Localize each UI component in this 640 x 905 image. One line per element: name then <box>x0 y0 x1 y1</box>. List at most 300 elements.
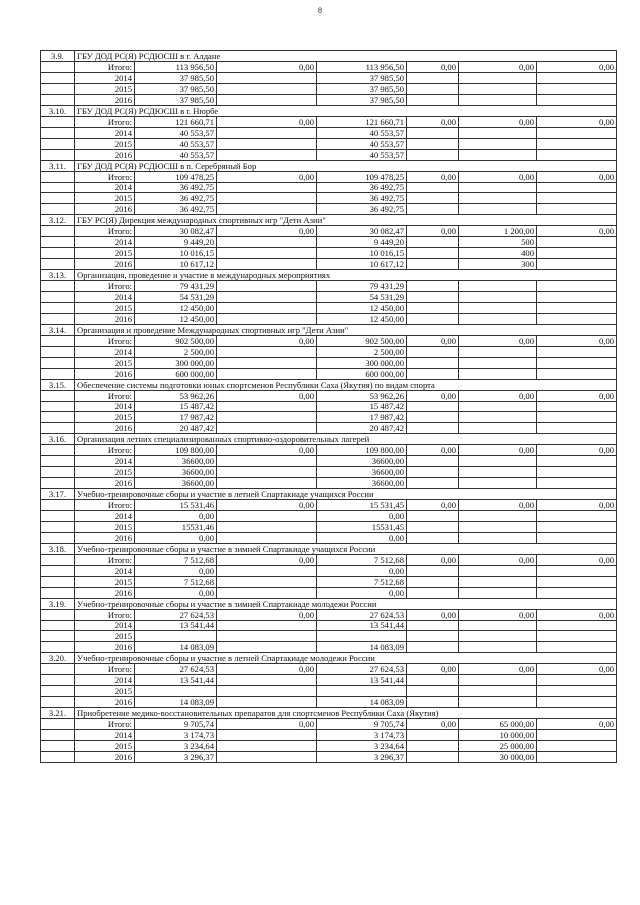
table-row <box>41 554 617 565</box>
amount-cell: 40 553,57 <box>317 138 407 149</box>
amount-cell: 0,00 <box>537 664 617 675</box>
table-row <box>41 456 617 467</box>
row-spacer-cell <box>41 412 75 423</box>
period-cell: 2015 <box>75 248 135 259</box>
amount-cell <box>407 642 459 653</box>
table-row <box>41 500 617 511</box>
table-row <box>41 521 617 532</box>
amount-cell <box>407 368 459 379</box>
amount-cell <box>537 587 617 598</box>
period-cell: 2014 <box>75 620 135 631</box>
row-spacer-cell <box>41 313 75 324</box>
amount-cell <box>459 138 537 149</box>
table-row <box>41 193 617 204</box>
amount-cell: 0,00 <box>217 554 317 565</box>
table-row <box>41 368 617 379</box>
table-row <box>41 467 617 478</box>
amount-cell: 0,00 <box>135 511 217 522</box>
amount-cell: 36 492,75 <box>317 204 407 215</box>
period-cell: Итого: <box>75 664 135 675</box>
row-spacer-cell <box>41 456 75 467</box>
period-cell: Итого: <box>75 719 135 730</box>
section-title-row <box>41 160 617 171</box>
amount-cell <box>407 740 459 751</box>
amount-cell <box>407 346 459 357</box>
amount-cell: 113 956,50 <box>317 62 407 73</box>
amount-cell: 3 234,64 <box>317 740 407 751</box>
amount-cell: 0,00 <box>407 116 459 127</box>
amount-cell: 902 500,00 <box>135 335 217 346</box>
amount-cell: 0,00 <box>459 335 537 346</box>
amount-cell <box>407 532 459 543</box>
period-cell: 2016 <box>75 259 135 270</box>
amount-cell <box>217 281 317 292</box>
table-row <box>41 127 617 138</box>
amount-cell <box>217 730 317 741</box>
table-row <box>41 94 617 105</box>
section-number: 3.12. <box>41 215 75 226</box>
amount-cell: 36600,00 <box>135 467 217 478</box>
amount-cell: 0,00 <box>459 500 537 511</box>
amount-cell: 17 987,42 <box>135 412 217 423</box>
table-row <box>41 237 617 248</box>
amount-cell <box>407 697 459 708</box>
amount-cell: 9 705,74 <box>317 719 407 730</box>
period-cell: Итого: <box>75 116 135 127</box>
table-row <box>41 138 617 149</box>
amount-cell <box>459 281 537 292</box>
row-spacer-cell <box>41 664 75 675</box>
amount-cell <box>217 138 317 149</box>
amount-cell: 36 492,75 <box>317 193 407 204</box>
table-row <box>41 675 617 686</box>
period-cell: 2016 <box>75 532 135 543</box>
table-row <box>41 609 617 620</box>
period-cell: 2015 <box>75 631 135 642</box>
amount-cell: 15 531,45 <box>317 500 407 511</box>
amount-cell: 79 431,29 <box>135 281 217 292</box>
amount-cell <box>537 511 617 522</box>
amount-cell <box>537 620 617 631</box>
amount-cell <box>407 751 459 762</box>
amount-cell <box>407 467 459 478</box>
amount-cell: 0,00 <box>537 445 617 456</box>
section-number: 3.17. <box>41 489 75 500</box>
amount-cell: 37 985,50 <box>135 83 217 94</box>
period-cell: Итого: <box>75 62 135 73</box>
amount-cell: 0,00 <box>217 664 317 675</box>
amount-cell <box>537 467 617 478</box>
amount-cell <box>407 73 459 84</box>
period-cell: 2015 <box>75 686 135 697</box>
amount-cell: 40 553,57 <box>317 127 407 138</box>
amount-cell <box>407 292 459 303</box>
amount-cell <box>217 511 317 522</box>
amount-cell: 2 500,00 <box>317 346 407 357</box>
amount-cell <box>537 313 617 324</box>
amount-cell: 12 450,00 <box>135 313 217 324</box>
section-title-row <box>41 598 617 609</box>
amount-cell: 10 617,12 <box>135 259 217 270</box>
amount-cell: 9 449,20 <box>317 237 407 248</box>
amount-cell: 0,00 <box>217 62 317 73</box>
section-number: 3.15. <box>41 379 75 390</box>
amount-cell <box>537 149 617 160</box>
amount-cell <box>537 83 617 94</box>
amount-cell: 7 512,68 <box>135 554 217 565</box>
amount-cell <box>459 511 537 522</box>
amount-cell <box>537 697 617 708</box>
amount-cell: 0,00 <box>217 719 317 730</box>
amount-cell <box>459 149 537 160</box>
section-title: ГБУ ДОД РС(Я) РСДЮСШ в г. Алдане <box>75 51 617 62</box>
amount-cell: 13 541,44 <box>317 675 407 686</box>
amount-cell: 0,00 <box>407 226 459 237</box>
amount-cell: 109 478,25 <box>317 171 407 182</box>
amount-cell <box>537 478 617 489</box>
row-spacer-cell <box>41 521 75 532</box>
amount-cell <box>537 565 617 576</box>
amount-cell: 600 000,00 <box>317 368 407 379</box>
amount-cell: 14 083,09 <box>135 697 217 708</box>
amount-cell: 30 082,47 <box>317 226 407 237</box>
amount-cell: 0,00 <box>407 554 459 565</box>
amount-cell: 0,00 <box>135 565 217 576</box>
row-spacer-cell <box>41 127 75 138</box>
amount-cell: 30 000,00 <box>459 751 537 762</box>
section-number: 3.21. <box>41 708 75 719</box>
amount-cell <box>459 620 537 631</box>
amount-cell <box>217 73 317 84</box>
period-cell: 2015 <box>75 467 135 478</box>
amount-cell <box>537 751 617 762</box>
amount-cell <box>537 412 617 423</box>
amount-cell <box>407 675 459 686</box>
section-title: Организация и проведение Международных спортивных игр "Дети Азии" <box>75 324 617 335</box>
table-row <box>41 445 617 456</box>
section-title-row <box>41 653 617 664</box>
amount-cell <box>459 346 537 357</box>
row-spacer-cell <box>41 248 75 259</box>
period-cell: 2016 <box>75 751 135 762</box>
amount-cell <box>537 686 617 697</box>
row-spacer-cell <box>41 292 75 303</box>
period-cell: 2014 <box>75 73 135 84</box>
amount-cell: 15 531,46 <box>135 500 217 511</box>
amount-cell <box>407 401 459 412</box>
amount-cell <box>217 182 317 193</box>
amount-cell <box>459 368 537 379</box>
table-row <box>41 532 617 543</box>
period-cell: 2014 <box>75 292 135 303</box>
row-spacer-cell <box>41 565 75 576</box>
amount-cell <box>459 127 537 138</box>
amount-cell: 0,00 <box>407 609 459 620</box>
period-cell: Итого: <box>75 226 135 237</box>
amount-cell <box>407 94 459 105</box>
amount-cell: 36 492,75 <box>135 204 217 215</box>
period-cell: 2014 <box>75 511 135 522</box>
amount-cell: 0,00 <box>317 532 407 543</box>
table-row <box>41 149 617 160</box>
table-row <box>41 226 617 237</box>
amount-cell: 54 531,29 <box>317 292 407 303</box>
amount-cell <box>537 357 617 368</box>
amount-cell: 300 000,00 <box>135 357 217 368</box>
amount-cell: 15531,45 <box>317 521 407 532</box>
row-spacer-cell <box>41 226 75 237</box>
table-row <box>41 346 617 357</box>
amount-cell: 3 174,73 <box>317 730 407 741</box>
section-title: Учебно-тренировочные сборы и участие в зимней Спартакиаде молодежи России <box>75 598 617 609</box>
amount-cell <box>459 478 537 489</box>
amount-cell <box>407 423 459 434</box>
amount-cell: 79 431,29 <box>317 281 407 292</box>
amount-cell <box>217 631 317 642</box>
table-row <box>41 511 617 522</box>
amount-cell: 27 624,53 <box>317 609 407 620</box>
row-spacer-cell <box>41 368 75 379</box>
table-row <box>41 642 617 653</box>
section-title: ГБУ ДОД РС(Я) РСДЮСШ в п. Серебряный Бор <box>75 160 617 171</box>
amount-cell <box>407 83 459 94</box>
period-cell: 2015 <box>75 357 135 368</box>
period-cell: 2014 <box>75 237 135 248</box>
amount-cell <box>537 182 617 193</box>
amount-cell: 0,00 <box>459 664 537 675</box>
amount-cell: 40 553,57 <box>317 149 407 160</box>
amount-cell <box>217 532 317 543</box>
amount-cell: 0,00 <box>407 390 459 401</box>
row-spacer-cell <box>41 401 75 412</box>
table-row <box>41 73 617 84</box>
amount-cell <box>537 248 617 259</box>
section-number: 3.11. <box>41 160 75 171</box>
amount-cell: 300 <box>459 259 537 270</box>
amount-cell: 10 016,15 <box>317 248 407 259</box>
amount-cell <box>459 686 537 697</box>
table-row <box>41 116 617 127</box>
amount-cell: 0,00 <box>135 587 217 598</box>
table-row <box>41 357 617 368</box>
table-row <box>41 390 617 401</box>
period-cell: 2014 <box>75 127 135 138</box>
section-title-row <box>41 379 617 390</box>
amount-cell: 30 082,47 <box>135 226 217 237</box>
amount-cell <box>537 675 617 686</box>
amount-cell: 0,00 <box>537 554 617 565</box>
amount-cell: 0,00 <box>537 62 617 73</box>
amount-cell <box>217 751 317 762</box>
period-cell: 2016 <box>75 697 135 708</box>
row-spacer-cell <box>41 73 75 84</box>
amount-cell <box>217 478 317 489</box>
amount-cell: 0,00 <box>537 719 617 730</box>
amount-cell: 36600,00 <box>317 467 407 478</box>
amount-cell: 36600,00 <box>317 478 407 489</box>
amount-cell <box>407 259 459 270</box>
section-title-row <box>41 543 617 554</box>
amount-cell: 10 000,00 <box>459 730 537 741</box>
row-spacer-cell <box>41 675 75 686</box>
amount-cell: 10 617,12 <box>317 259 407 270</box>
row-spacer-cell <box>41 62 75 73</box>
amount-cell <box>459 467 537 478</box>
period-cell: 2014 <box>75 730 135 741</box>
section-number: 3.14. <box>41 324 75 335</box>
amount-cell: 109 800,00 <box>317 445 407 456</box>
amount-cell <box>459 357 537 368</box>
amount-cell: 14 083,09 <box>317 697 407 708</box>
amount-cell: 3 174,73 <box>135 730 217 741</box>
table-row <box>41 576 617 587</box>
period-cell: 2014 <box>75 346 135 357</box>
amount-cell <box>537 346 617 357</box>
amount-cell: 53 962,26 <box>317 390 407 401</box>
row-spacer-cell <box>41 83 75 94</box>
amount-cell <box>217 686 317 697</box>
amount-cell: 0,00 <box>217 171 317 182</box>
row-spacer-cell <box>41 467 75 478</box>
amount-cell <box>217 423 317 434</box>
amount-cell <box>217 521 317 532</box>
amount-cell <box>407 248 459 259</box>
row-spacer-cell <box>41 686 75 697</box>
amount-cell <box>407 456 459 467</box>
period-cell: Итого: <box>75 609 135 620</box>
amount-cell: 0,00 <box>407 445 459 456</box>
period-cell: 2016 <box>75 423 135 434</box>
period-cell: Итого: <box>75 445 135 456</box>
table-row <box>41 292 617 303</box>
amount-cell: 3 234,64 <box>135 740 217 751</box>
period-cell: Итого: <box>75 500 135 511</box>
amount-cell: 0,00 <box>537 226 617 237</box>
section-title-row <box>41 324 617 335</box>
amount-cell: 500 <box>459 237 537 248</box>
amount-cell: 14 083,09 <box>135 642 217 653</box>
section-title-row <box>41 215 617 226</box>
amount-cell <box>217 620 317 631</box>
table-row <box>41 313 617 324</box>
amount-cell <box>217 292 317 303</box>
table-row <box>41 335 617 346</box>
period-cell: 2016 <box>75 642 135 653</box>
amount-cell: 20 487,42 <box>317 423 407 434</box>
section-title-row <box>41 708 617 719</box>
amount-cell <box>217 83 317 94</box>
section-title: ГБУ РС(Я) Дирекция международных спортивных игр "Дети Азии" <box>75 215 617 226</box>
amount-cell: 15 487,42 <box>317 401 407 412</box>
row-spacer-cell <box>41 259 75 270</box>
amount-cell: 15 487,42 <box>135 401 217 412</box>
amount-cell: 600 000,00 <box>135 368 217 379</box>
table-row <box>41 620 617 631</box>
amount-cell <box>459 642 537 653</box>
amount-cell <box>537 204 617 215</box>
amount-cell <box>459 401 537 412</box>
row-spacer-cell <box>41 423 75 434</box>
amount-cell: 37 985,50 <box>135 94 217 105</box>
period-cell: 2015 <box>75 576 135 587</box>
amount-cell <box>217 412 317 423</box>
amount-cell: 14 083,09 <box>317 642 407 653</box>
period-cell: Итого: <box>75 554 135 565</box>
amount-cell: 9 449,20 <box>135 237 217 248</box>
section-number: 3.19. <box>41 598 75 609</box>
amount-cell: 0,00 <box>135 532 217 543</box>
amount-cell <box>217 204 317 215</box>
row-spacer-cell <box>41 116 75 127</box>
amount-cell <box>537 521 617 532</box>
amount-cell <box>217 259 317 270</box>
amount-cell <box>537 281 617 292</box>
amount-cell <box>217 576 317 587</box>
amount-cell <box>407 281 459 292</box>
section-number: 3.13. <box>41 270 75 281</box>
table-row <box>41 730 617 741</box>
amount-cell <box>217 237 317 248</box>
amount-cell <box>217 127 317 138</box>
row-spacer-cell <box>41 149 75 160</box>
amount-cell <box>317 631 407 642</box>
amount-cell <box>537 631 617 642</box>
amount-cell <box>459 521 537 532</box>
row-spacer-cell <box>41 171 75 182</box>
table-row <box>41 686 617 697</box>
amount-cell: 40 553,57 <box>135 149 217 160</box>
row-spacer-cell <box>41 740 75 751</box>
period-cell: 2016 <box>75 478 135 489</box>
section-title: Приобретение медико-восстановительных препаратов для спортсменов Республики Саха (Якутия) <box>75 708 617 719</box>
row-spacer-cell <box>41 357 75 368</box>
table-row <box>41 412 617 423</box>
row-spacer-cell <box>41 478 75 489</box>
amount-cell <box>407 127 459 138</box>
amount-cell <box>407 576 459 587</box>
amount-cell <box>317 686 407 697</box>
amount-cell: 109 478,25 <box>135 171 217 182</box>
section-title-row <box>41 51 617 62</box>
amount-cell: 0,00 <box>459 171 537 182</box>
period-cell: Итого: <box>75 171 135 182</box>
amount-cell: 7 512,68 <box>135 576 217 587</box>
amount-cell <box>459 73 537 84</box>
row-spacer-cell <box>41 587 75 598</box>
amount-cell: 36600,00 <box>135 456 217 467</box>
amount-cell: 0,00 <box>459 62 537 73</box>
table-row <box>41 182 617 193</box>
period-cell: 2016 <box>75 368 135 379</box>
amount-cell <box>217 565 317 576</box>
row-spacer-cell <box>41 182 75 193</box>
amount-cell: 27 624,53 <box>317 664 407 675</box>
amount-cell <box>217 248 317 259</box>
table-row <box>41 302 617 313</box>
amount-cell <box>407 138 459 149</box>
amount-cell: 37 985,50 <box>317 83 407 94</box>
period-cell: 2014 <box>75 182 135 193</box>
section-title: Учебно-тренировочные сборы и участие в зимней Спартакиаде учащихся России <box>75 543 617 554</box>
row-spacer-cell <box>41 204 75 215</box>
amount-cell: 0,00 <box>317 511 407 522</box>
page-number: 8 <box>318 6 322 15</box>
amount-cell <box>407 357 459 368</box>
row-spacer-cell <box>41 532 75 543</box>
amount-cell: 0,00 <box>407 500 459 511</box>
amount-cell <box>407 313 459 324</box>
amount-cell: 9 705,74 <box>135 719 217 730</box>
